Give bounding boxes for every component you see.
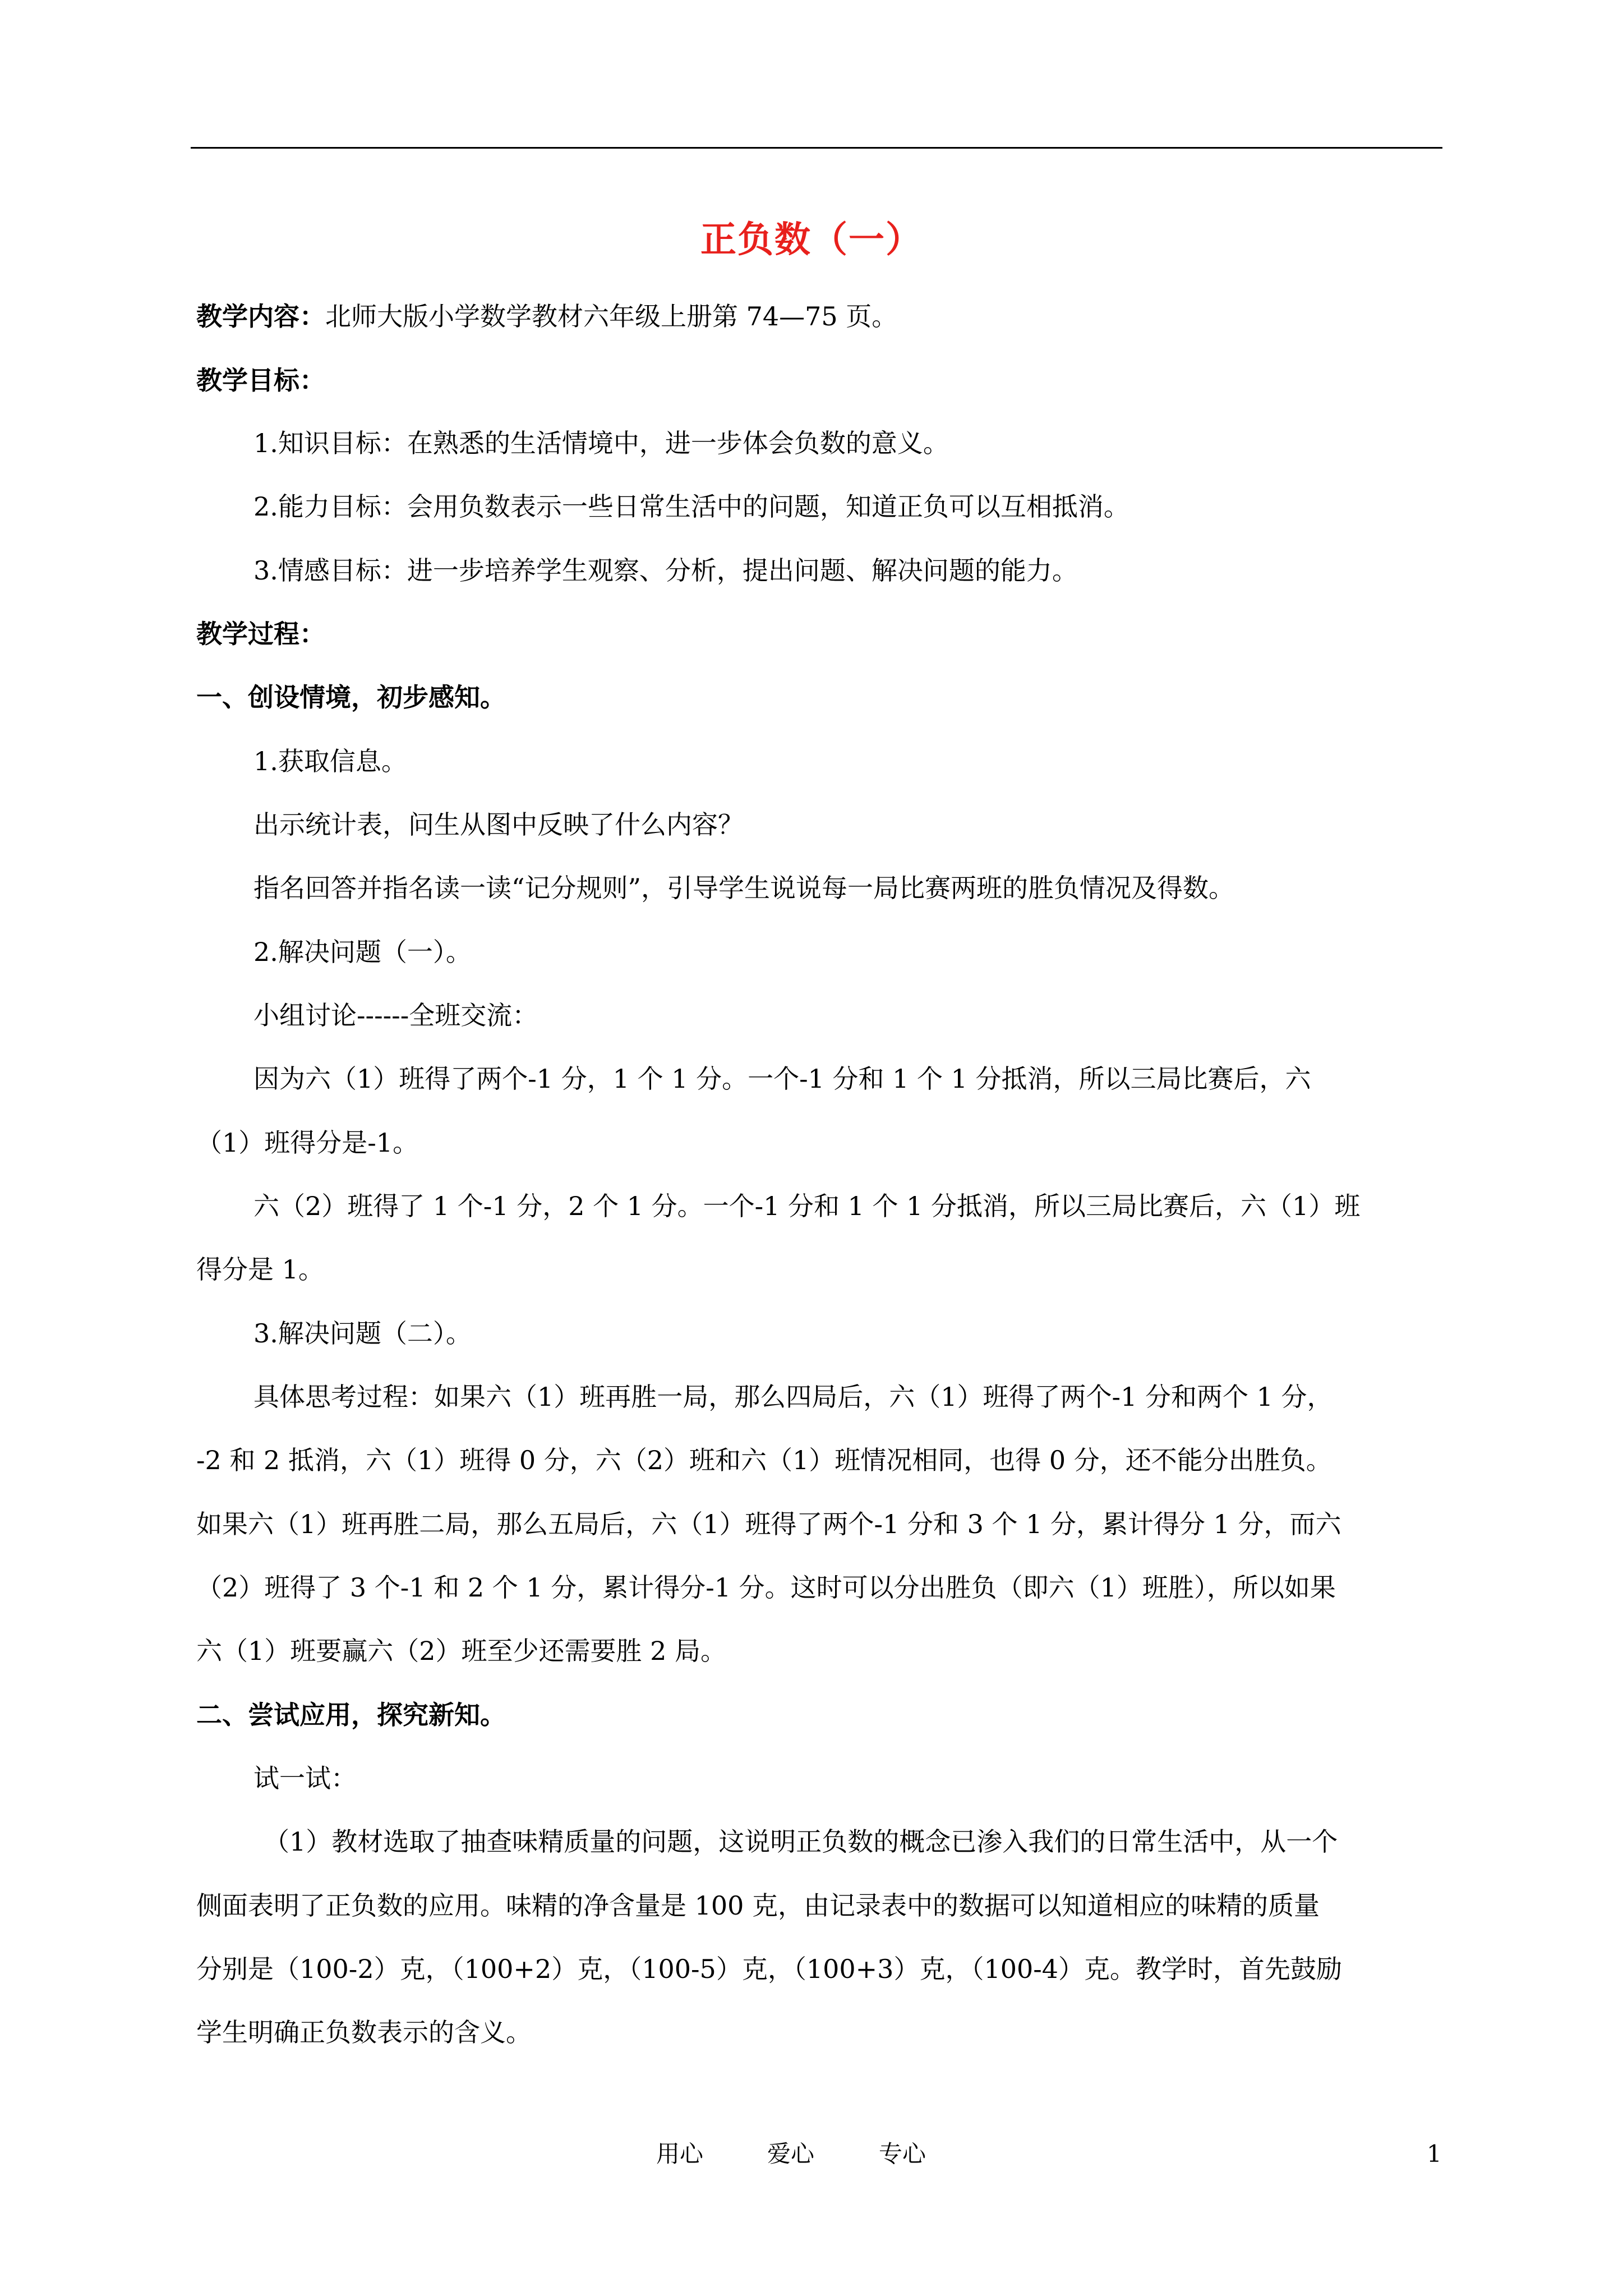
paragraph-line: （1）班得分是-1。 — [196, 1128, 419, 1158]
paragraph-line: 如果六（1）班再胜二局，那么五局后，六（1）班得了两个-1 分和 3 个 1 分，累计得分 1 分，而六 — [196, 1509, 1341, 1539]
step-solve-one: 2.解决问题（一）。 — [253, 937, 472, 967]
footer-word-2: 爱心 — [767, 2140, 815, 2168]
section-two-heading: 二、尝试应用，探究新知。 — [196, 1700, 506, 1730]
footer-word-3: 专心 — [879, 2140, 926, 2168]
teaching-content-label: 教学内容： — [196, 301, 325, 332]
paragraph-line: 学生明确正负数表示的含义。 — [196, 2017, 532, 2047]
paragraph-line: 六（1）班要赢六（2）班至少还需要胜 2 局。 — [196, 1636, 727, 1666]
paragraph-line: 指名回答并指名读一读“记分规则”，引导学生说说每一局比赛两班的胜负情况及得数。 — [253, 873, 1235, 903]
paragraph-line: 得分是 1。 — [196, 1254, 324, 1285]
page-number: 1 — [1427, 2140, 1442, 2168]
paragraph-line: 小组讨论------全班交流： — [253, 1000, 538, 1030]
paragraph-line: 侧面表明了正负数的应用。味精的净含量是 100 克，由记录表中的数据可以知道相应的味精的质量 — [196, 1890, 1320, 1921]
teaching-process-heading: 教学过程： — [196, 619, 325, 649]
try-it-label: 试一试： — [253, 1763, 357, 1793]
paragraph-line: 具体思考过程：如果六（1）班再胜一局，那么四局后，六（1）班得了两个-1 分和两个 1 分， — [253, 1382, 1333, 1412]
goal-emotion: 3.情感目标：进一步培养学生观察、分析，提出问题、解决问题的能力。 — [253, 555, 1078, 586]
header-rule — [191, 147, 1442, 149]
teaching-goals-heading: 教学目标： — [196, 365, 325, 395]
step-get-info: 1.获取信息。 — [253, 746, 407, 776]
goal-knowledge: 1.知识目标：在熟悉的生活情境中，进一步体会负数的意义。 — [253, 428, 949, 458]
paragraph-line: 分别是（100-2）克，（100+2）克，（100-5）克，（100+3）克，（100-4）克。教学时，首先鼓励 — [196, 1954, 1343, 1984]
step-solve-two: 3.解决问题（二）。 — [253, 1318, 472, 1349]
footer-word-1: 用心 — [656, 2140, 704, 2168]
paragraph-line: -2 和 2 抵消，六（1）班得 0 分，六（2）班和六（1）班情况相同，也得 0 分，还不能分出胜负。 — [196, 1445, 1332, 1475]
teaching-content-text: 北师大版小学数学教材六年级上册第 74—75 页。 — [325, 301, 898, 332]
section-one-heading: 一、创设情境，初步感知。 — [196, 682, 506, 712]
paragraph-line: （2）班得了 3 个-1 和 2 个 1 分，累计得分-1 分。这时可以分出胜负（即六（1）班胜），所以如果 — [196, 1572, 1336, 1603]
teaching-content-line — [196, 300, 1447, 333]
paragraph-line: 因为六（1）班得了两个-1 分，1 个 1 分。一个-1 分和 1 个 1 分抵消，所以三局比赛后，六 — [253, 1064, 1311, 1094]
goal-ability: 2.能力目标：会用负数表示一些日常生活中的问题，知道正负可以互相抵消。 — [253, 491, 1129, 522]
page-title: 正负数（一） — [700, 219, 923, 261]
paragraph-line: （1）教材选取了抽查味精质量的问题，这说明正负数的概念已渗入我们的日常生活中，从一个 — [264, 1826, 1338, 1857]
paragraph-line: 六（2）班得了 1 个-1 分，2 个 1 分。一个-1 分和 1 个 1 分抵消，所以三局比赛后，六（1）班 — [253, 1191, 1361, 1221]
paragraph-line: 出示统计表，问生从图中反映了什么内容？ — [253, 809, 744, 840]
